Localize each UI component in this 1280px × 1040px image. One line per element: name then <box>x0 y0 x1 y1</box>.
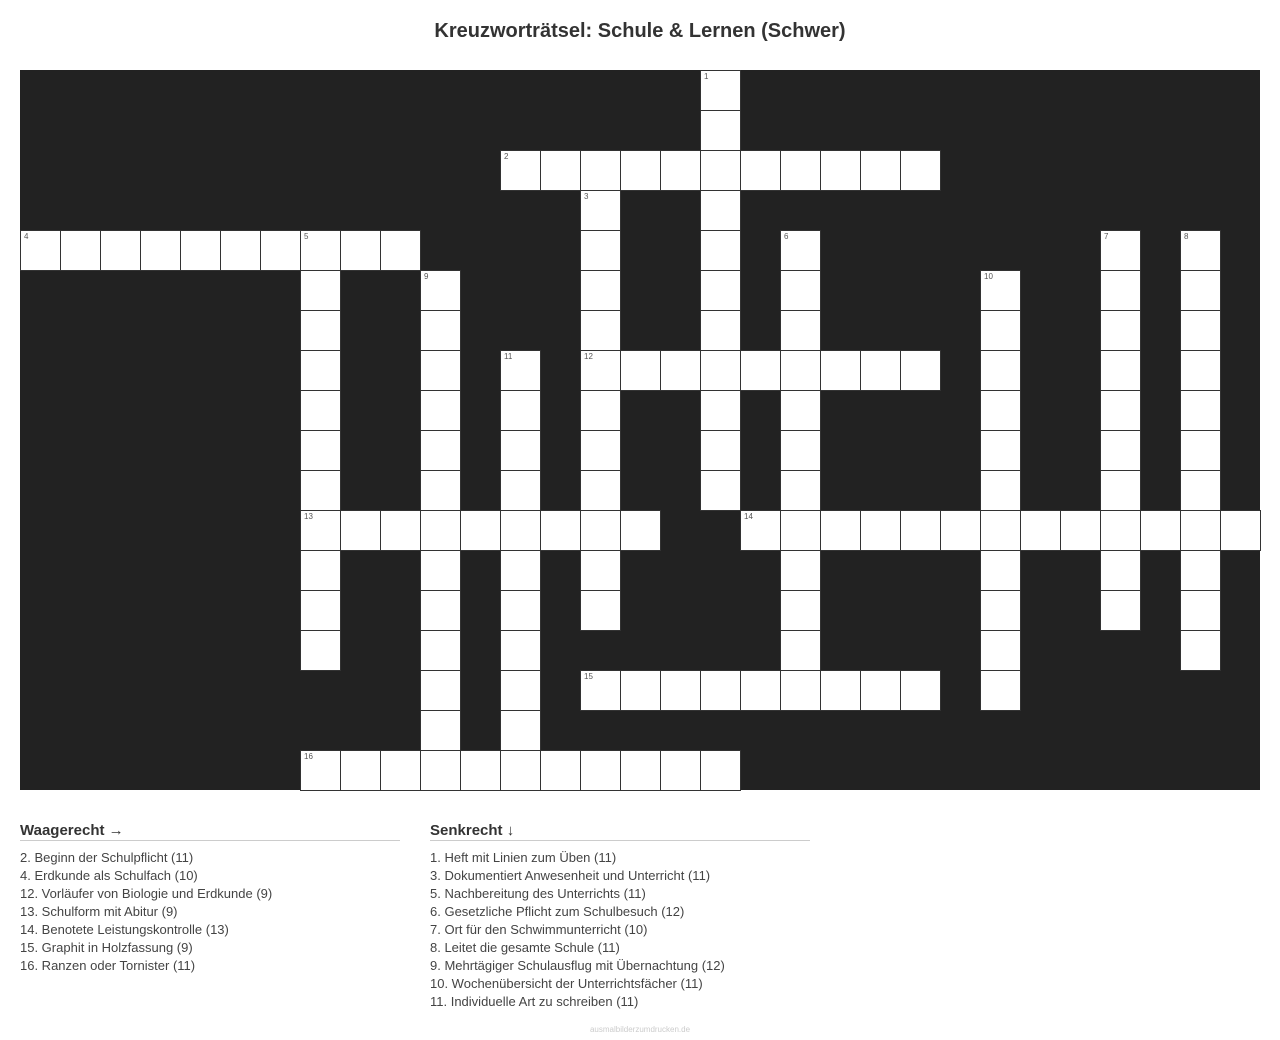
grid-cell[interactable] <box>1180 590 1221 631</box>
grid-cell[interactable] <box>540 750 581 791</box>
grid-cell[interactable] <box>260 230 301 271</box>
across-heading: Waagerecht → <box>20 822 400 841</box>
grid-cell[interactable] <box>420 710 461 751</box>
grid-cell[interactable] <box>980 510 1021 551</box>
down-clue: 5. Nachbereitung des Unterrichts (11) <box>430 886 646 901</box>
grid-cell[interactable] <box>1180 470 1221 511</box>
grid-cell[interactable] <box>700 670 741 711</box>
down-heading: Senkrecht ↓ <box>430 822 810 841</box>
grid-cell[interactable] <box>620 670 661 711</box>
grid-cell[interactable] <box>780 390 821 431</box>
grid-cell[interactable] <box>420 350 461 391</box>
clue-number: 8 <box>1184 232 1189 241</box>
grid-cell[interactable] <box>660 670 701 711</box>
grid-cell[interactable] <box>500 390 541 431</box>
grid-cell[interactable] <box>700 310 741 351</box>
grid-cell[interactable] <box>900 510 941 551</box>
grid-cell[interactable] <box>780 350 821 391</box>
grid-cell[interactable] <box>780 430 821 471</box>
grid-cell[interactable] <box>700 270 741 311</box>
grid-cell[interactable] <box>420 430 461 471</box>
grid-cell[interactable] <box>500 470 541 511</box>
grid-cell[interactable] <box>1220 510 1261 551</box>
grid-cell[interactable] <box>660 150 701 191</box>
grid-cell[interactable] <box>580 750 621 791</box>
grid-cell[interactable] <box>820 150 861 191</box>
grid-cell[interactable] <box>380 230 421 271</box>
grid-cell[interactable] <box>700 430 741 471</box>
clue-number: 2 <box>504 152 509 161</box>
grid-cell[interactable] <box>900 670 941 711</box>
grid-cell[interactable] <box>20 230 61 271</box>
grid-cell[interactable] <box>300 510 341 551</box>
grid-cell[interactable] <box>380 750 421 791</box>
grid-cell[interactable] <box>420 590 461 631</box>
grid-cell[interactable] <box>220 230 261 271</box>
grid-cell[interactable] <box>1100 390 1141 431</box>
grid-cell[interactable] <box>580 190 621 231</box>
grid-cell[interactable] <box>1100 310 1141 351</box>
grid-cell[interactable] <box>700 150 741 191</box>
grid-cell[interactable] <box>300 550 341 591</box>
grid-cell[interactable] <box>1180 230 1221 271</box>
grid-cell[interactable] <box>580 590 621 631</box>
clue-number: 14 <box>744 512 753 521</box>
grid-cell[interactable] <box>500 590 541 631</box>
grid-cell[interactable] <box>980 630 1021 671</box>
grid-cell[interactable] <box>740 670 781 711</box>
down-clue: 8. Leitet die gesamte Schule (11) <box>430 940 620 955</box>
down-clue: 10. Wochenübersicht der Unterrichtsfächer (11) <box>430 976 703 991</box>
grid-cell[interactable] <box>300 470 341 511</box>
grid-cell[interactable] <box>860 670 901 711</box>
grid-cell[interactable] <box>580 430 621 471</box>
grid-cell[interactable] <box>780 550 821 591</box>
grid-cell[interactable] <box>580 350 621 391</box>
grid-cell[interactable] <box>540 150 581 191</box>
grid-cell[interactable] <box>1180 270 1221 311</box>
grid-cell[interactable] <box>780 310 821 351</box>
grid-cell[interactable] <box>1020 510 1061 551</box>
grid-cell[interactable] <box>780 270 821 311</box>
grid-cell[interactable] <box>60 230 101 271</box>
grid-cell[interactable] <box>500 150 541 191</box>
grid-cell[interactable] <box>540 510 581 551</box>
grid-cell[interactable] <box>980 270 1021 311</box>
grid-cell[interactable] <box>580 390 621 431</box>
grid-cell[interactable] <box>860 150 901 191</box>
grid-cell[interactable] <box>820 670 861 711</box>
grid-cell[interactable] <box>300 310 341 351</box>
clue-number: 15 <box>584 672 593 681</box>
across-clue-list <box>20 849 400 975</box>
grid-cell[interactable] <box>700 190 741 231</box>
grid-cell[interactable] <box>900 150 941 191</box>
across-clue: 12. Vorläufer von Biologie und Erdkunde (9) <box>20 886 273 901</box>
across-clue: 2. Beginn der Schulpflicht (11) <box>20 850 194 865</box>
grid-cell[interactable] <box>420 310 461 351</box>
grid-cell[interactable] <box>1180 550 1221 591</box>
grid-cell[interactable] <box>1100 430 1141 471</box>
grid-cell[interactable] <box>700 470 741 511</box>
across-clue: 4. Erdkunde als Schulfach (10) <box>20 868 198 883</box>
grid-cell[interactable] <box>420 270 461 311</box>
grid-cell[interactable] <box>580 150 621 191</box>
grid-cell[interactable] <box>740 350 781 391</box>
grid-cell[interactable] <box>980 550 1021 591</box>
grid-cell[interactable] <box>620 510 661 551</box>
across-clue: 13. Schulform mit Abitur (9) <box>20 904 178 919</box>
grid-cell[interactable] <box>740 510 781 551</box>
across-clue: 16. Ranzen oder Tornister (11) <box>20 958 196 973</box>
grid-cell[interactable] <box>700 230 741 271</box>
grid-cell[interactable] <box>460 750 501 791</box>
footer-watermark: ausmalbilderzumdrucken.de <box>589 1025 691 1034</box>
grid-cell[interactable] <box>340 750 381 791</box>
grid-cell[interactable] <box>340 510 381 551</box>
grid-cell[interactable] <box>700 750 741 791</box>
grid-cell[interactable] <box>420 470 461 511</box>
clue-number: 4 <box>24 232 29 241</box>
grid-cell[interactable] <box>460 510 501 551</box>
grid-cell[interactable] <box>660 750 701 791</box>
grid-cell[interactable] <box>580 270 621 311</box>
grid-cell[interactable] <box>980 430 1021 471</box>
grid-cell[interactable] <box>580 550 621 591</box>
clue-number: 12 <box>584 352 593 361</box>
grid-cell[interactable] <box>1180 430 1221 471</box>
grid-cell[interactable] <box>1180 630 1221 671</box>
grid-cell[interactable] <box>380 510 421 551</box>
grid-cell[interactable] <box>420 750 461 791</box>
grid-cell[interactable] <box>820 350 861 391</box>
grid-cell[interactable] <box>620 750 661 791</box>
grid-cell[interactable] <box>500 710 541 751</box>
grid-cell[interactable] <box>300 430 341 471</box>
grid-cell[interactable] <box>500 550 541 591</box>
grid-cell[interactable] <box>700 70 741 111</box>
grid-cell[interactable] <box>580 510 621 551</box>
grid-cell[interactable] <box>980 350 1021 391</box>
grid-cell[interactable] <box>580 470 621 511</box>
grid-cell[interactable] <box>780 150 821 191</box>
grid-cell[interactable] <box>1060 510 1101 551</box>
clue-number: 16 <box>304 752 313 761</box>
grid-cell[interactable] <box>500 350 541 391</box>
grid-cell[interactable] <box>980 590 1021 631</box>
grid-cell[interactable] <box>780 590 821 631</box>
grid-cell[interactable] <box>780 470 821 511</box>
grid-cell[interactable] <box>300 590 341 631</box>
grid-cell[interactable] <box>980 470 1021 511</box>
grid-cell[interactable] <box>300 270 341 311</box>
grid-cell[interactable] <box>420 510 461 551</box>
grid-cell[interactable] <box>780 670 821 711</box>
grid-cell[interactable] <box>500 510 541 551</box>
grid-cell[interactable] <box>1140 510 1181 551</box>
clue-number: 5 <box>304 232 309 241</box>
grid-cell[interactable] <box>420 630 461 671</box>
page-title: Kreuzworträtsel: Schule & Lernen (Schwer) <box>434 20 846 42</box>
grid-cell[interactable] <box>300 750 341 791</box>
grid-cell[interactable] <box>300 350 341 391</box>
grid-cell[interactable] <box>780 510 821 551</box>
grid-cell[interactable] <box>580 310 621 351</box>
clue-number: 1 <box>704 72 709 81</box>
grid-cell[interactable] <box>140 230 181 271</box>
grid-cell[interactable] <box>660 350 701 391</box>
grid-cell[interactable] <box>780 230 821 271</box>
grid-cell[interactable] <box>1100 510 1141 551</box>
grid-cell[interactable] <box>1100 350 1141 391</box>
down-clue: 11. Individuelle Art zu schreiben (11) <box>430 994 639 1009</box>
grid-cell[interactable] <box>500 630 541 671</box>
grid-cell[interactable] <box>860 350 901 391</box>
grid-cell[interactable] <box>620 150 661 191</box>
grid-cell[interactable] <box>700 110 741 151</box>
down-clues-panel <box>430 822 810 1011</box>
grid-cell[interactable] <box>500 750 541 791</box>
grid-cell[interactable] <box>860 510 901 551</box>
grid-cell[interactable] <box>1100 550 1141 591</box>
grid-cell[interactable] <box>980 390 1021 431</box>
clue-number: 7 <box>1104 232 1109 241</box>
grid-cell[interactable] <box>700 350 741 391</box>
grid-cell[interactable] <box>1100 470 1141 511</box>
grid-cell[interactable] <box>100 230 141 271</box>
grid-cell[interactable] <box>340 230 381 271</box>
across-clues-panel <box>20 822 400 975</box>
grid-cell[interactable] <box>1100 270 1141 311</box>
grid-cell[interactable] <box>980 670 1021 711</box>
grid-cell[interactable] <box>500 430 541 471</box>
down-clue-list <box>430 849 810 1011</box>
grid-cell[interactable] <box>1100 590 1141 631</box>
down-clue: 7. Ort für den Schwimmunterricht (10) <box>430 922 648 937</box>
clue-number: 13 <box>304 512 313 521</box>
grid-cell[interactable] <box>980 310 1021 351</box>
grid-cell[interactable] <box>940 510 981 551</box>
grid-cell[interactable] <box>700 390 741 431</box>
grid-cell[interactable] <box>620 350 661 391</box>
grid-cell[interactable] <box>420 670 461 711</box>
down-clue: 9. Mehrtägiger Schulausflug mit Übernachtung (12) <box>430 958 725 973</box>
grid-cell[interactable] <box>420 550 461 591</box>
grid-cell[interactable] <box>180 230 221 271</box>
grid-cell[interactable] <box>420 390 461 431</box>
clue-number: 3 <box>584 192 589 201</box>
grid-cell[interactable] <box>820 510 861 551</box>
grid-cell[interactable] <box>300 230 341 271</box>
grid-cell[interactable] <box>300 630 341 671</box>
clue-number: 11 <box>504 352 513 361</box>
clue-number: 9 <box>424 272 429 281</box>
grid-cell[interactable] <box>1100 230 1141 271</box>
crossword-grid <box>20 70 1260 790</box>
grid-cell[interactable] <box>580 230 621 271</box>
grid-cell[interactable] <box>580 670 621 711</box>
grid-cell[interactable] <box>1180 390 1221 431</box>
grid-cell[interactable] <box>1180 310 1221 351</box>
down-clue: 3. Dokumentiert Anwesenheit und Unterricht (11) <box>430 868 711 883</box>
down-clue: 6. Gesetzliche Pflicht zum Schulbesuch (12) <box>430 904 685 919</box>
across-clue: 15. Graphit in Holzfassung (9) <box>20 940 193 955</box>
grid-cell[interactable] <box>780 630 821 671</box>
clue-number: 6 <box>784 232 789 241</box>
grid-cell[interactable] <box>1180 510 1221 551</box>
grid-cell[interactable] <box>900 350 941 391</box>
clue-number: 10 <box>984 272 993 281</box>
grid-cell[interactable] <box>500 670 541 711</box>
down-clue: 1. Heft mit Linien zum Üben (11) <box>430 850 617 865</box>
across-clue: 14. Benotete Leistungskontrolle (13) <box>20 922 229 937</box>
grid-cell[interactable] <box>740 150 781 191</box>
grid-cell[interactable] <box>1180 350 1221 391</box>
grid-cell[interactable] <box>300 390 341 431</box>
